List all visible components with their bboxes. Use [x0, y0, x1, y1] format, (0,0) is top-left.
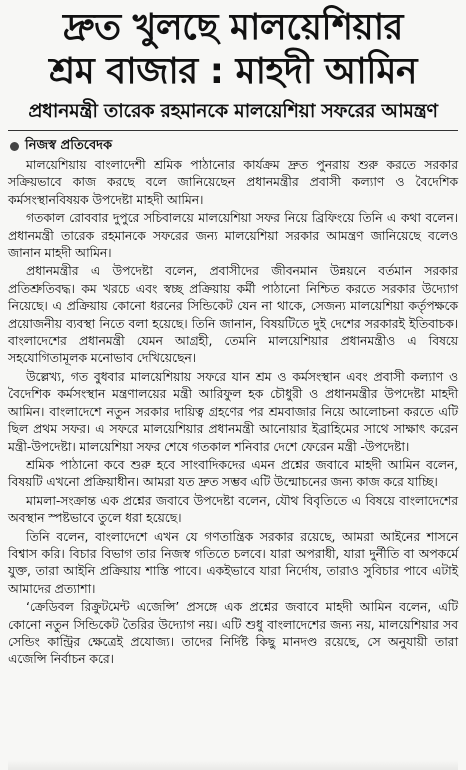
paragraph: শ্রমিক পাঠানো কবে শুরু হবে সাংবাদিকদের এমন প্রশ্নের জবাবে মাহদী আমিন বলেন, বিষয়টি এখনো প্রক্রিয়াধীন। আমরা যত দ্রুত সম্ভব এটি উন্মোচনের জন্য কাজ করে যাচ্ছি। — [8, 456, 458, 490]
paragraph: প্রধানমন্ত্রীর এ উপদেষ্টা বলেন, প্রবাসীদের জীবনমান উন্নয়নে বর্তমান সরকার প্রতিশ্রুতিবদ্ধ। কম খরচে এবং স্বচ্ছ প্রক্রিয়ায় কর্মী পাঠানো নিশ্চিত করতে সরকার উদ্যোগ নিয়েছে। এ প্রক্রিয়ায় কোনো ধরনের সিন্ডিকেট যেন না থাকে, সেজন্য মালয়েশিয়া কর্তৃপক্ষকে প্রয়োজনীয় ব্যবস্থা নিতে বলা হয়েছে। তিনি জানান, বিষয়টিতে দুই দেশের সরকারই ইতিবাচক। বাংলাদেশের প্রধানমন্ত্রী যেমন আগ্রহী, তেমনি মালয়েশিয়ার প্রধানমন্ত্রীও এ বিষয়ে সহযোগিতামূলক মনোভাব দেখিয়েছেন। — [8, 263, 458, 366]
article-body — [8, 156, 458, 668]
paragraph: গতকাল রোববার দুপুরে সচিবালয়ে মালয়েশিয়া সফর নিয়ে ব্রিফিংয়ে তিনি এ কথা বলেন। প্রধানমন্ত্রী তারেক রহমানকে সফরের জন্য মালয়েশিয়া সরকার আমন্ত্রণ জানিয়েছে বলেও জানান মাহদী আমিন। — [8, 210, 458, 261]
paragraph: তিনি বলেন, বাংলাদেশে এখন যে গণতান্ত্রিক সরকার রয়েছে, আমরা আইনের শাসনে বিশ্বাস করি। বিচার বিভাগ তার নিজস্ব গতিতে চলবে। যারা অপরাধী, যারা দুর্নীতি বা অপকর্মে যুক্ত, তারা আইনি প্রক্রিয়ায় শাস্তি পাবে। একইভাবে যারা নির্দোষ, তারাও সুবিচার পাবে এটাই আমাদের প্রত্যাশা। — [8, 528, 458, 596]
bullet-icon — [10, 142, 19, 151]
divider — [8, 130, 458, 131]
headline-line-2: শ্রম বাজার : মাহদী আমিন — [49, 51, 417, 92]
byline — [10, 137, 458, 155]
byline-text: নিজস্ব প্রতিবেদক — [25, 138, 113, 153]
paragraph: মালয়েশিয়ায় বাংলাদেশী শ্রমিক পাঠানোর কার্যক্রম দ্রুত পুনরায় শুরু করতে সরকার সক্রিয়ভাবে কাজ করছে বলে জানিয়েছেন প্রধানমন্ত্রীর প্রবাসী কল্যাণ ও বৈদেশিক কর্মসংস্থানবিষয়ক উপদেষ্টা মাহদী আমিন। — [8, 157, 458, 207]
headline-line-1: দ্রুত খুলছে মালয়েশিয়ার — [63, 7, 403, 48]
headline — [8, 6, 458, 94]
paragraph: মামলা-সংক্রান্ত এক প্রশ্নের জবাবে উপদেষ্টা বলেন, যৌথ বিবৃতিতে এ বিষয়ে বাংলাদেশের অবস্থান স্পষ্টভাবে তুলে ধরা হয়েছে। — [8, 492, 458, 526]
subheadline: প্রধানমন্ত্রী তারেক রহমানকে মালয়েশিয়া সফরের আমন্ত্রণ — [28, 100, 438, 122]
clipping-bottom-edge — [8, 760, 458, 770]
paragraph: ‘ক্রেডিবল রিক্রুটমেন্ট এজেন্সি’ প্রসঙ্গে এক প্রশ্নের জবাবে মাহদী আমিন বলেন, এটি কোনো নতুন সিন্ডিকেট তৈরির উদ্যোগ নয়। এটি শুধু বাংলাদেশের জন্য নয়, মালয়েশিয়ার সব সেন্ডিং কান্ট্রির ক্ষেত্রেই প্রযোজ্য। তাদের নির্দিষ্ট কিছু মানদণ্ড রয়েছে, সে অনুযায়ী তারা এজেন্সি নির্বাচন করে। — [8, 599, 458, 667]
paragraph: উল্লেখ্য, গত বুধবার মালয়েশিয়ায় সফরে যান শ্রম ও কর্মসংস্থান এবং প্রবাসী কল্যাণ ও বৈদেশিক কর্মসংস্থান মন্ত্রণালয়ের মন্ত্রী আরিফুল হক চৌধুরী ও প্রধানমন্ত্রীর উপদেষ্টা মাহদী আমিন। বাংলাদেশে নতুন সরকার দায়িত্ব গ্রহণের পর শ্রমবাজার নিয়ে আলোচনা করতে এটি ছিল প্রথম সফর। এ সফরে মালয়েশিয়ার প্রধানমন্ত্রী আনোয়ার ইব্রাহিমের সাথে সাক্ষাৎ করেন মন্ত্রী-উপদেষ্টা। মালয়েশিয়া সফর শেষে গতকাল শনিবার দেশে ফেরেন মন্ত্রী -উপদেষ্টা। — [8, 368, 458, 454]
